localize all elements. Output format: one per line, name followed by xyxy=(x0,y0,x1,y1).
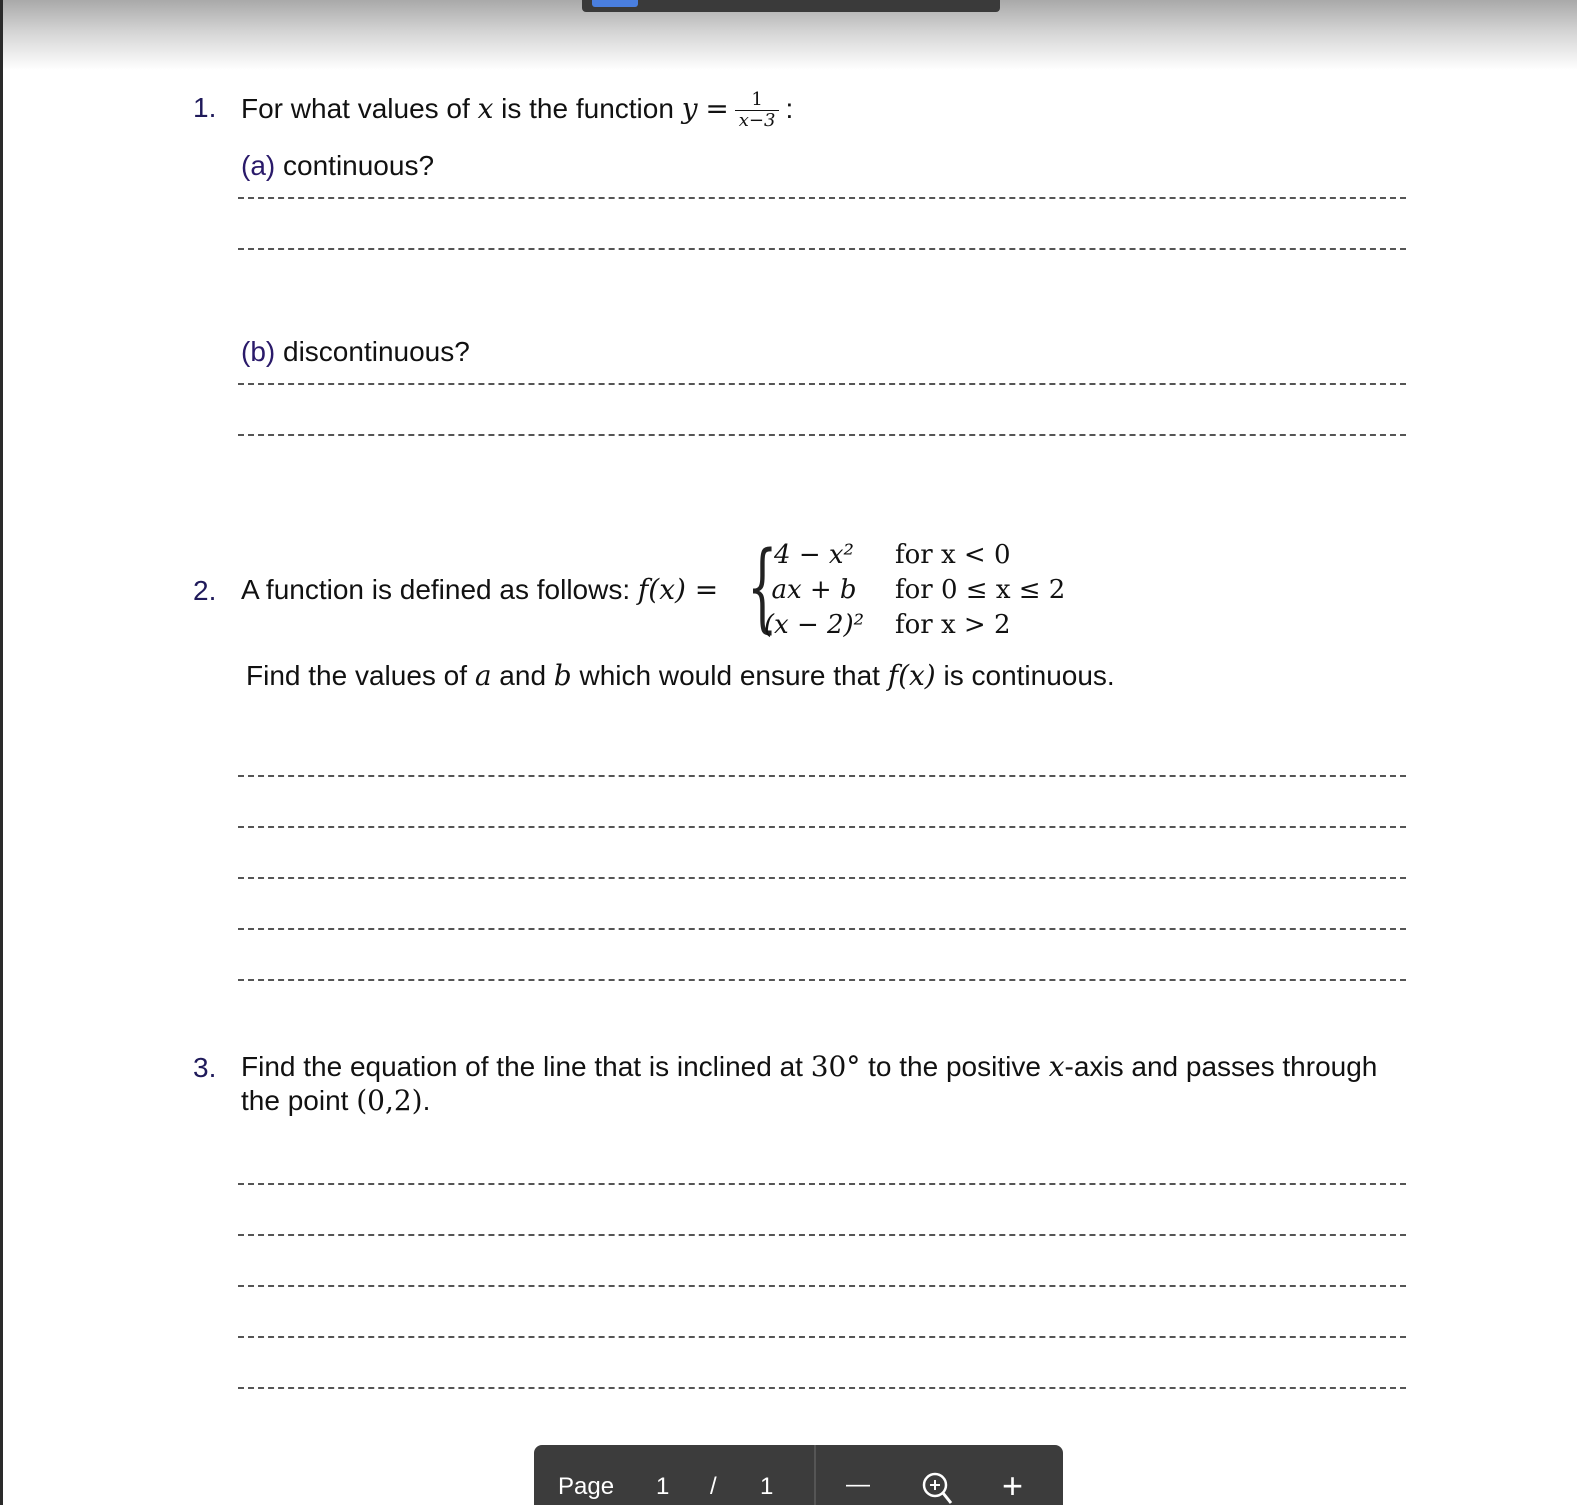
answer-line[interactable] xyxy=(238,826,1406,828)
case-expr: ax + b xyxy=(771,575,857,605)
q1-fraction: $\frac{1}{x-3}$ xyxy=(735,90,780,131)
answer-line[interactable] xyxy=(238,1285,1406,1287)
case-expr: (x − 2)² xyxy=(763,610,865,640)
q1-number: 1. xyxy=(193,92,217,123)
zoom-fit-button[interactable] xyxy=(921,1471,953,1512)
zoom-magnifier-icon xyxy=(921,1471,953,1505)
page-label: Page xyxy=(558,1473,615,1500)
answer-line[interactable] xyxy=(238,1336,1406,1338)
answer-line[interactable] xyxy=(238,383,1406,385)
q1-part-b: (b) discontinuous? xyxy=(241,336,470,367)
q3-text: Find the equation of the line that is inclined at 30° to the positive x-axis and passes through the point (0,2). xyxy=(241,1050,1378,1117)
answer-line[interactable] xyxy=(238,1387,1406,1389)
piecewise-definition xyxy=(747,531,1087,645)
pdf-toolbar xyxy=(534,1445,1063,1505)
answer-line[interactable] xyxy=(238,1183,1406,1185)
header-title-fragment xyxy=(582,0,1000,12)
answer-line[interactable] xyxy=(238,928,1406,930)
case-cond: for 0 ≤ x ≤ 2 xyxy=(895,575,1066,605)
q1-part-a: (a) continuous? xyxy=(241,150,435,181)
answer-line[interactable] xyxy=(238,197,1406,199)
zoom-out-button[interactable]: — xyxy=(846,1471,870,1498)
q2-number: 2. xyxy=(193,575,217,606)
zoom-in-button[interactable]: + xyxy=(1002,1465,1024,1506)
case-expr: 4 − x² xyxy=(774,540,854,570)
answer-line[interactable] xyxy=(238,775,1406,777)
total-pages: 1 xyxy=(760,1473,774,1500)
case-cond: for x > 2 xyxy=(895,610,1011,640)
answer-line[interactable] xyxy=(238,248,1406,250)
answer-line[interactable] xyxy=(238,877,1406,879)
case-cond: for x < 0 xyxy=(895,540,1011,570)
answer-line[interactable] xyxy=(238,434,1406,436)
q2-instruction: Find the values of a and b which would ensure that f(x) is continuous. xyxy=(246,659,1115,692)
brace: { xyxy=(747,531,778,643)
current-page-input[interactable]: 1 xyxy=(656,1473,670,1500)
answer-line[interactable] xyxy=(238,1234,1406,1236)
header-highlight xyxy=(592,0,638,7)
answer-line[interactable] xyxy=(238,979,1406,981)
q2-text: A function is defined as follows: f(x) = xyxy=(241,573,719,606)
q3-number: 3. xyxy=(193,1052,217,1083)
window-edge xyxy=(0,0,3,1505)
toolbar-divider xyxy=(814,1445,816,1505)
q1-text: For what values of x is the function y = $\frac{1}{x-3}$ : xyxy=(241,89,794,131)
page-separator: / xyxy=(710,1473,717,1500)
